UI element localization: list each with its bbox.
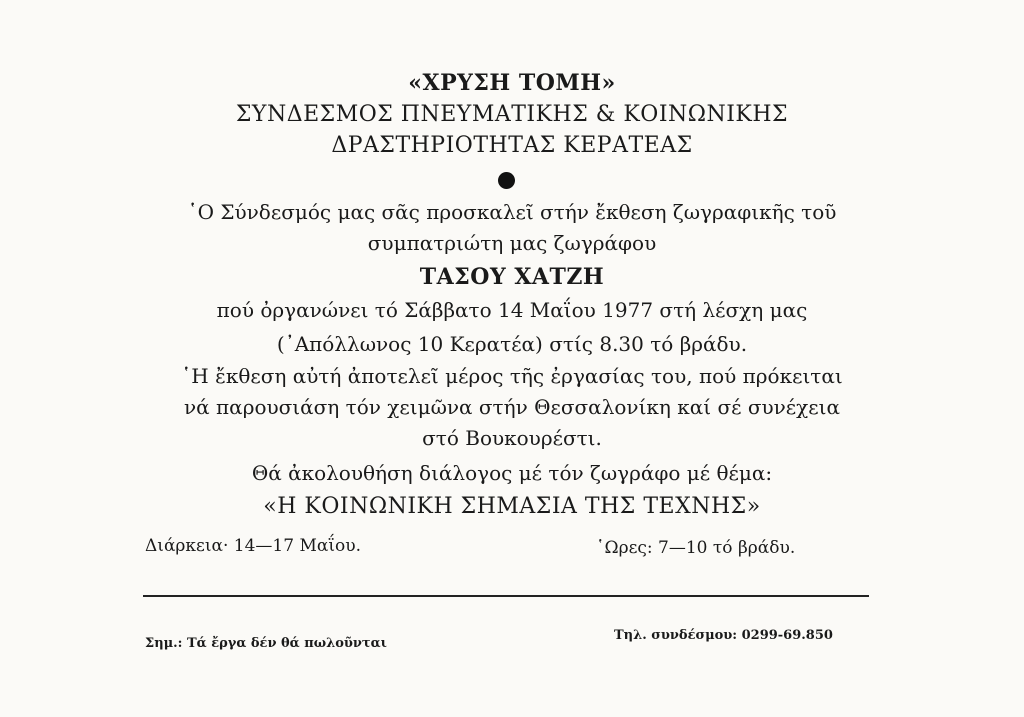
invitation-line-2: συμπατριώτη μας ζωγράφου: [367, 231, 657, 255]
sale-note: Σημ.: Τά ἔργα δέν θά πωλοῦνται: [145, 636, 387, 651]
discussion-topic: «Η ΚΟΙΝΩΝΙΚΗ ΣΗΜΑΣΙΑ ΤΗΣ ΤΕΧΝΗΣ»: [263, 494, 761, 519]
association-subtitle-1: ΣΥΝΔΕΣΜΟΣ ΠΝΕΥΜΑΤΙΚΗΣ & ΚΟΙΝΩΝΙΚΗΣ: [235, 102, 789, 127]
phone-number: Τηλ. συνδέσμου: 0299-69.850: [614, 628, 833, 643]
opening-hours: ῾Ωρες: 7—10 τό βράδυ.: [596, 538, 796, 558]
invitation-line-6: νά παρουσιάση τόν χειμῶνα στήν Θεσσαλονίκη καί σέ συνέχεια: [184, 395, 840, 419]
invitation-line-8: Θά ἀκολουθήση διάλογος μέ τόν ζωγράφο μέ θέμα:: [251, 461, 773, 485]
association-subtitle-2: ΔΡΑΣΤΗΡΙΟΤΗΤΑΣ ΚΕΡΑΤΕΑΣ: [331, 133, 693, 158]
invitation-line-4: (᾽Απόλλωνος 10 Κερατέα) στίς 8.30 τό βράδυ.: [276, 332, 748, 356]
exhibition-duration: Διάρκεια· 14—17 Μαΐου.: [145, 536, 361, 556]
invitation-line-5: ῾Η ἔκθεση αὐτή ἀποτελεῖ μέρος τῆς ἐργασίας του, πού πρόκειται: [181, 364, 843, 388]
divider-line: [143, 595, 869, 597]
artist-name: ΤΑΣΟΥ ΧΑΤΖΗ: [419, 264, 605, 290]
invitation-line-7: στό Βουκουρέστι.: [422, 426, 602, 450]
invitation-line-3: πού ὀργανώνει τό Σάββατο 14 Μαΐου 1977 στή λέσχη μας: [216, 298, 808, 322]
invitation-line-1: ῾Ο Σύνδεσμός μας σᾶς προσκαλεῖ στήν ἔκθεση ζωγραφικῆς τοῦ: [187, 200, 837, 224]
association-name: «ΧΡΥΣΗ ΤΟΜΗ»: [408, 70, 616, 96]
bullet-dot: [498, 172, 515, 189]
